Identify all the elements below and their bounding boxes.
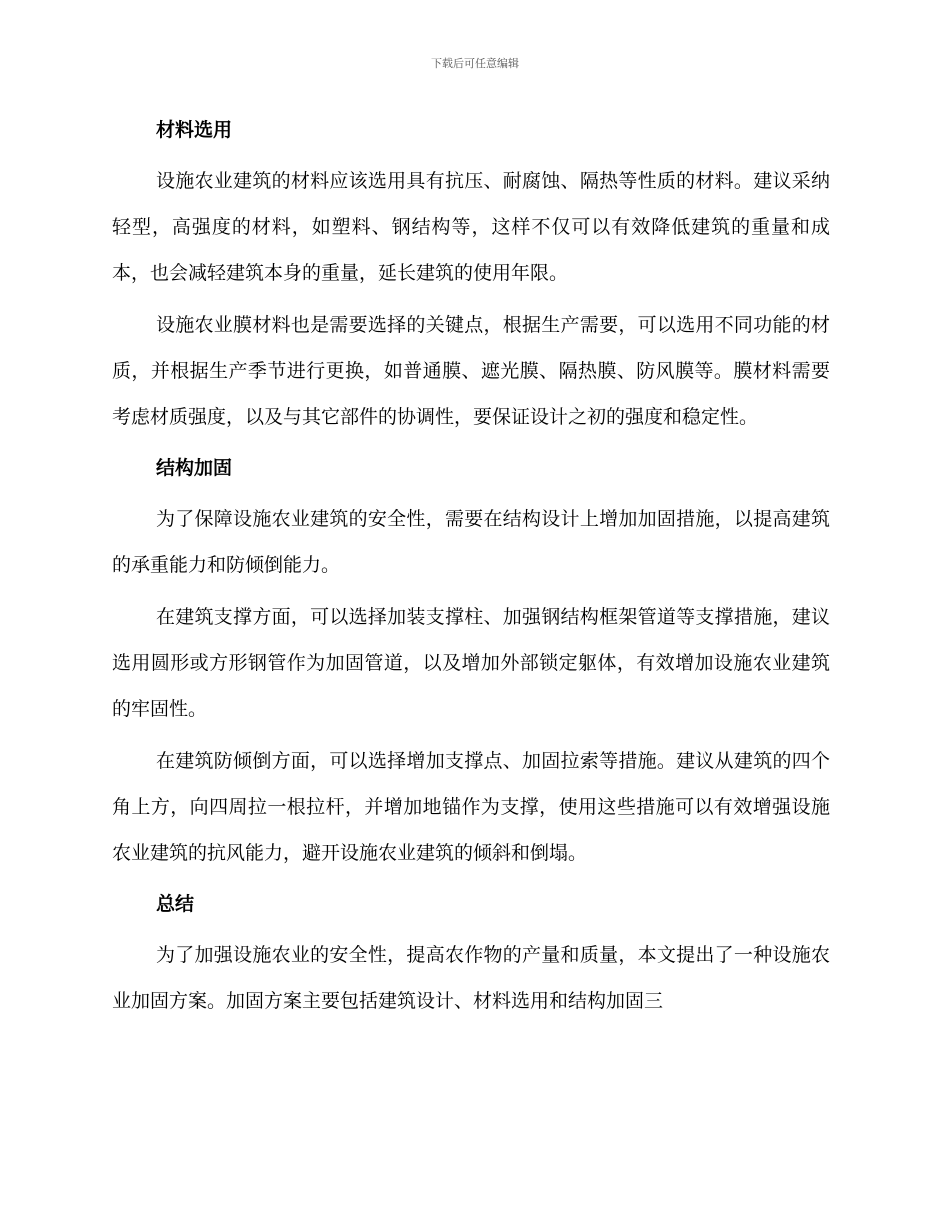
document-body <box>112 108 830 1030</box>
paragraph: 设施农业膜材料也是需要选择的关键点，根据生产需要，可以选用不同功能的材质，并根据生产季节进行更换，如普通膜、遮光膜、隔热膜、防风膜等。膜材料需要考虑材质强度，以及与其它部件的协调性，要保证设计之初的强度和稳定性。 <box>112 314 830 428</box>
paragraph: 为了保障设施农业建筑的安全性，需要在结构设计上增加加固措施，以提高建筑的承重能力和防倾倒能力。 <box>112 508 830 576</box>
section-heading-summary: 总结 <box>156 893 195 915</box>
section-heading-materials: 材料选用 <box>156 119 233 141</box>
paragraph: 设施农业建筑的材料应该选用具有抗压、耐腐蚀、隔热等性质的材料。建议采纳轻型，高强度的材料，如塑料、钢结构等，这样不仅可以有效降低建筑的重量和成本，也会减轻建筑本身的重量，延长建筑的使用年限。 <box>112 170 830 284</box>
section-heading-structure: 结构加固 <box>156 457 233 479</box>
paragraph: 为了加强设施农业的安全性，提高农作物的产量和质量，本文提出了一种设施农业加固方案。加固方案主要包括建筑设计、材料选用和结构加固三 <box>112 944 830 1012</box>
paragraph: 在建筑支撑方面，可以选择加装支撑柱、加强钢结构框架管道等支撑措施，建议选用圆形或方形钢管作为加固管道，以及增加外部锁定躯体，有效增加设施农业建筑的牢固性。 <box>112 606 830 720</box>
header-note: 下载后可任意编辑 <box>431 57 519 70</box>
paragraph: 在建筑防倾倒方面，可以选择增加支撑点、加固拉索等措施。建议从建筑的四个角上方，向四周拉一根拉杆，并增加地锚作为支撑，使用这些措施可以有效增强设施农业建筑的抗风能力，避开设施农业建筑的倾斜和倒塌。 <box>112 750 830 864</box>
